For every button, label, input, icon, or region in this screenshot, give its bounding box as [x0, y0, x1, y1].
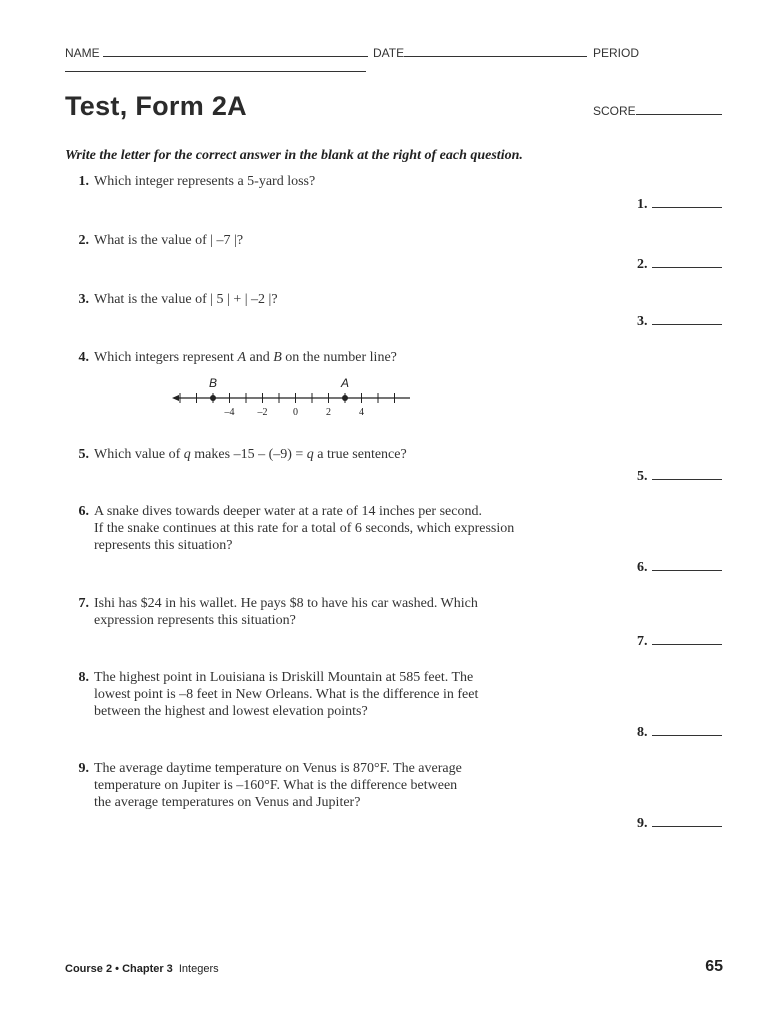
answer-blank[interactable]: [652, 815, 722, 827]
question-text: Ishi has $24 in his wallet. He pays $8 to have his car washed. Which expression represents this situation?: [94, 596, 478, 628]
answer-blank[interactable]: [652, 196, 722, 208]
point-b-label: B: [208, 376, 218, 390]
question-text: What is the value of | –7 |?: [94, 233, 244, 248]
answer-3[interactable]: [637, 313, 722, 330]
answer-blank[interactable]: [652, 256, 722, 268]
footer-bullet: •: [115, 963, 119, 975]
answer-7[interactable]: [637, 633, 722, 650]
question-text: A snake dives towards deeper water at a rate of 14 inches per second. If the snake continues at this rate for a total of 6 seconds, which expression represents this situation?: [94, 504, 515, 553]
name-blank[interactable]: [103, 46, 368, 57]
number-line: [170, 372, 410, 422]
page-title: Test, Form 2A: [65, 91, 247, 121]
question-number: 3.: [78, 292, 89, 307]
date-blank[interactable]: [404, 46, 587, 57]
date-label: DATE: [373, 46, 405, 60]
footer-chapter: Chapter 3: [122, 963, 173, 975]
name-label: NAME: [65, 46, 100, 60]
score-label: SCORE: [593, 104, 636, 118]
tick-label: 4: [359, 407, 364, 418]
point-a-label: A: [340, 376, 350, 390]
date-field: [373, 46, 587, 60]
tick-label: –2: [257, 407, 268, 418]
question-number: 6.: [78, 504, 89, 519]
answer-label: 9.: [637, 816, 648, 831]
score-blank[interactable]: [636, 104, 722, 115]
question-number: 9.: [78, 761, 89, 776]
answer-label: 5.: [637, 469, 648, 484]
tick-label: 2: [326, 407, 331, 418]
point-b: [210, 395, 216, 401]
left-arrow-icon: [172, 395, 179, 401]
answer-blank[interactable]: [652, 468, 722, 480]
question-text: What is the value of | 5 | + | –2 |?: [94, 292, 278, 307]
question-number: 4.: [78, 350, 89, 365]
page-number: 65: [705, 958, 723, 975]
score-field: [593, 104, 722, 118]
period-label: PERIOD: [593, 46, 640, 60]
answer-1[interactable]: [637, 196, 722, 213]
answer-label: 8.: [637, 725, 648, 740]
question-text: Which value of q makes –15 – (–9) = q a true sentence?: [94, 447, 407, 462]
answer-blank[interactable]: [652, 633, 722, 645]
question-number: 8.: [78, 670, 89, 685]
answer-blank[interactable]: [652, 724, 722, 736]
point-a: [342, 395, 348, 401]
answer-5[interactable]: [637, 468, 722, 485]
answer-label: 3.: [637, 314, 648, 329]
tick-label: –4: [224, 407, 235, 418]
question-number: 2.: [78, 233, 89, 248]
instructions: Write the letter for the correct answer in the blank at the right of each question.: [65, 148, 523, 163]
question-number: 7.: [78, 596, 89, 611]
tick-label: 0: [293, 407, 298, 418]
answer-6[interactable]: [637, 559, 722, 576]
answer-label: 7.: [637, 634, 648, 649]
answer-label: 1.: [637, 197, 648, 212]
answer-blank[interactable]: [652, 313, 722, 325]
question-text: The highest point in Louisiana is Driskill Mountain at 585 feet. The lowest point is –8 feet in New Orleans. What is the difference in feet between the highest and lowest elevation points?: [94, 670, 479, 719]
answer-blank[interactable]: [652, 559, 722, 571]
question-text: Which integers represent A and B on the number line?: [94, 350, 397, 365]
footer-info: [65, 963, 219, 975]
question-number: 5.: [78, 447, 89, 462]
question-text: Which integer represents a 5-yard loss?: [94, 174, 316, 189]
answer-label: 6.: [637, 560, 648, 575]
answer-8[interactable]: [637, 724, 722, 741]
answer-2[interactable]: [637, 256, 722, 273]
question-number: 1.: [78, 174, 89, 189]
period-blank[interactable]: [65, 71, 366, 72]
footer-course: Course 2: [65, 963, 113, 975]
name-field: [65, 46, 368, 60]
answer-9[interactable]: [637, 815, 722, 832]
answer-label: 2.: [637, 257, 648, 272]
question-text: The average daytime temperature on Venus is 870°F. The average temperature on Jupiter is –160°F. What is the difference between the average temperatures on Venus and Jupiter?: [94, 761, 462, 810]
footer-topic: Integers: [178, 963, 219, 975]
